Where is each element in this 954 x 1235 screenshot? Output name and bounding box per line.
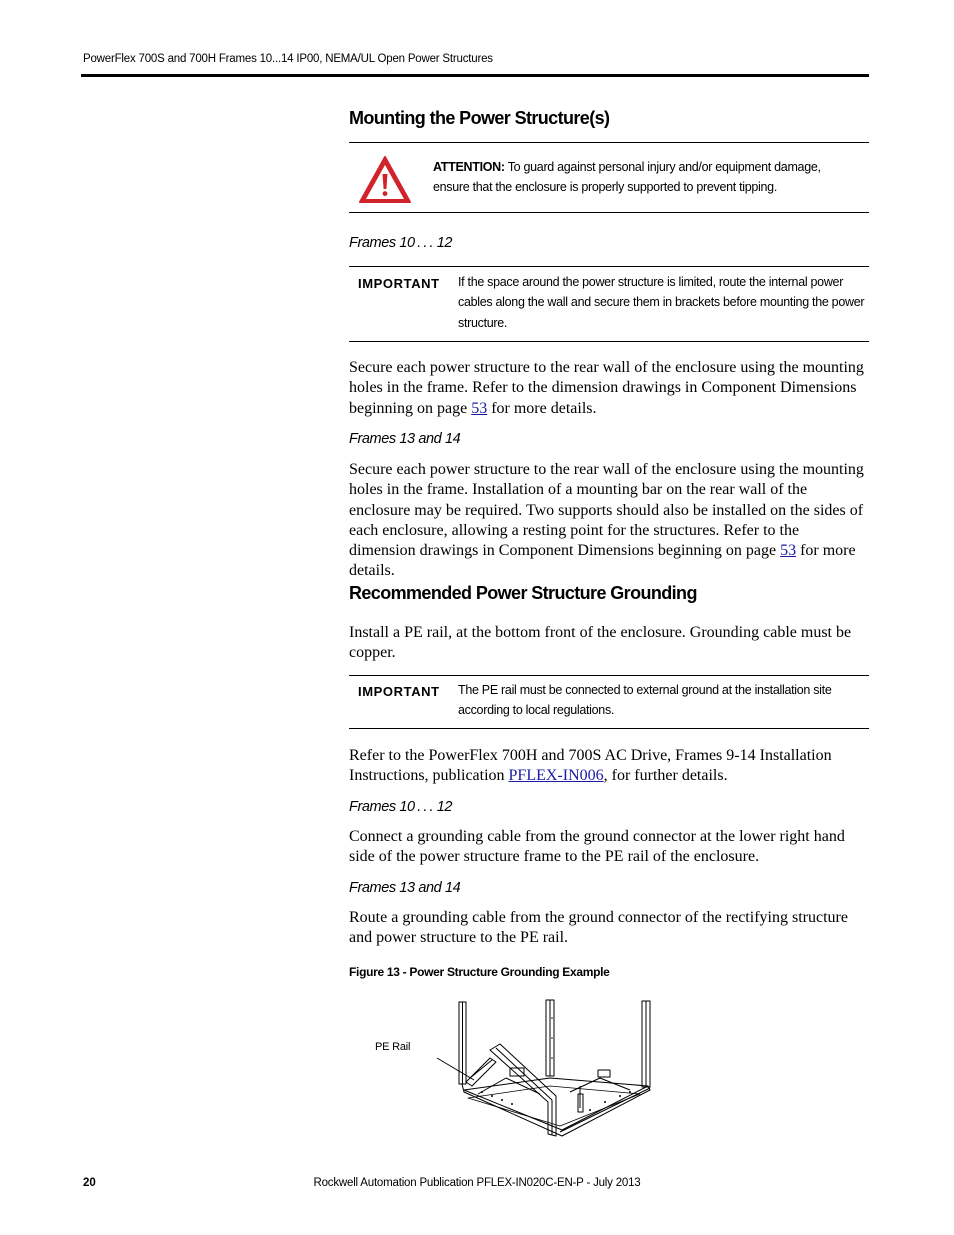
page-link[interactable]: 53 — [780, 542, 797, 560]
important-text: If the space around the power structure is limited, route the internal power cables along the wall and secure them in brackets before mounting the power structure. — [458, 275, 865, 330]
paragraph-grounding-10-12: Connect a grounding cable from the ground connector at the lower right hand side of the power structure frame to the PE rail of the enclosure. — [349, 828, 845, 866]
important-text: The PE rail must be connected to external ground at the installation site according to local regulations. — [458, 683, 832, 718]
paragraph-text: Secure each power structure to the rear wall of the enclosure using the mounting holes in the frame. Installation of a mounting bar on the rear wall of the enclosure may be required. Two supports should also be installed on the sides of each enclosure, allowing a resting point for the structures. Refer to the dimension drawings in Component Dimensions beginning on page — [349, 461, 864, 560]
subheading-grounding-frames-10-12: Frames 10 . . . 12 — [349, 799, 453, 815]
paragraph-text: for more details. — [349, 542, 856, 580]
attention-label: ATTENTION: — [433, 160, 505, 174]
power-structure-drawing — [430, 998, 660, 1138]
paragraph-text: , for further details. — [603, 767, 728, 785]
heading-grounding: Recommended Power Structure Grounding — [349, 583, 697, 603]
figure-caption: Figure 13 - Power Structure Grounding Example — [349, 965, 610, 979]
warning-triangle-icon — [358, 155, 412, 204]
subheading-frames-13-14: Frames 13 and 14 — [349, 431, 461, 447]
attention-box — [349, 142, 869, 213]
pe-rail-label: PE Rail — [375, 1041, 411, 1053]
publication-link[interactable]: PFLEX-IN006 — [508, 767, 604, 785]
running-header: PowerFlex 700S and 700H Frames 10...14 IP00, NEMA/UL Open Power Structures — [83, 53, 493, 65]
attention-line2: ensure that the enclosure is properly supported to prevent tipping. — [433, 180, 778, 194]
paragraph-text: Secure each power structure to the rear wall of the enclosure using the mounting holes in the frame. Refer to the dimension drawings in Component Dimensions beginning on page — [349, 359, 864, 417]
page-number: 20 — [83, 1177, 96, 1189]
paragraph-text: for more details. — [487, 399, 597, 417]
paragraph-refer — [349, 746, 869, 787]
important-box-cables — [349, 266, 869, 342]
paragraph-mounting-10-12 — [349, 358, 869, 419]
important-box-pe-rail — [349, 675, 869, 729]
subheading-grounding-frames-13-14: Frames 13 and 14 — [349, 880, 461, 896]
footer-publication: Rockwell Automation Publication PFLEX-IN020C-EN-P - July 2013 — [313, 1177, 641, 1189]
header-rule — [81, 74, 869, 77]
attention-text — [433, 157, 863, 197]
paragraph-text: Refer to the PowerFlex 700H and 700S AC Drive, Frames 9-14 Installation Instructions, publication — [349, 747, 832, 785]
paragraph-grounding-13-14: Route a grounding cable from the ground connector of the rectifying structure and power structure to the PE rail. — [349, 909, 848, 947]
important-label: IMPORTANT — [358, 276, 440, 291]
heading-mounting: Mounting the Power Structure(s) — [349, 108, 610, 128]
subheading-frames-10-12: Frames 10 . . . 12 — [349, 235, 453, 251]
important-label: IMPORTANT — [358, 684, 440, 699]
paragraph-grounding-intro: Install a PE rail, at the bottom front of the enclosure. Grounding cable must be copper. — [349, 624, 852, 662]
attention-line1: To guard against personal injury and/or equipment damage, — [504, 160, 821, 174]
page-link[interactable]: 53 — [471, 399, 488, 417]
paragraph-mounting-13-14 — [349, 460, 869, 582]
